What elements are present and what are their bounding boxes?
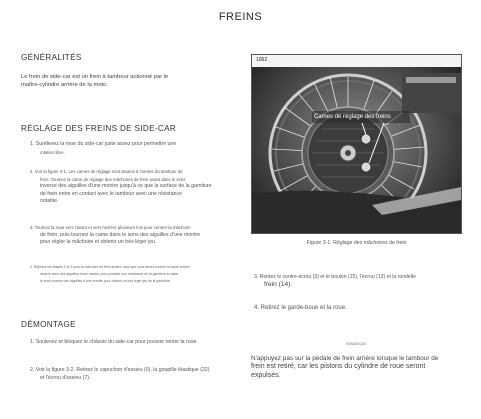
general-paragraph (21, 73, 168, 89)
step-line: dans le sens des aiguilles d'une montre pour produire une résistance de la garniture et dans (40, 272, 179, 276)
step-line: 2. Voir la figure 3-1. Les cames de réglage sont situées à l'arrière du tambour de (30, 169, 183, 174)
step-line: 1. Soulevez et bloquez le châssis du side-car pour pouvoir retirer la roue. (30, 339, 198, 345)
note-line: frein est retiré, car les pistons du cylindre de roue seront (251, 363, 426, 371)
step-line: le sens inverse des aiguilles d'une montre pour obtenir un très léger jeu de la garniture. (40, 279, 171, 283)
adjust-step-2 (30, 168, 212, 206)
step-line: 3. Retirez le contre-écrou (3) et le boulon (15), l'écrou (13) et la rondelle (254, 274, 416, 280)
note-line: expulsés. (251, 371, 281, 379)
step-line: 2. Voir la figure 3-2. Retirez le capuchon d'essieu (6), la goupille élastique (22) (30, 367, 210, 373)
right-step-4: 4. Retirez le garde-boue et la roue. (254, 305, 347, 311)
note-text (251, 355, 466, 380)
note-label: REMARQUE (346, 342, 367, 346)
right-step-3 (254, 273, 416, 289)
step-line: 1. Surélevez la roue du side-car juste assez pour permettre une (30, 141, 177, 147)
figure-caption: Figure 3-1. Réglage des mâchoires de frein (306, 240, 407, 246)
general-line: maître-cylindre arrière de la moto. (21, 82, 108, 89)
step-line: rotation libre. (40, 149, 65, 155)
step-line: frein (14). (264, 281, 293, 288)
general-line: Le frein de side-car est un frein à tambour actionné par le (21, 74, 169, 80)
step-line: de frein, puis tournez la came dans le sens des aiguilles d'une montre (40, 231, 201, 238)
section-heading-general: GÉNÉRALITÉS (21, 53, 82, 62)
step-line: 4. Répétez les étapes 2 et 3 pour la mâchoire de frein arrière, sauf que vous devez tourner la came arrière (30, 265, 190, 269)
step-line: inverse des aiguilles d'une montre jusqu'à ce que la surface de la garniture (40, 183, 212, 190)
figure-callout: Cames de réglage des freins (314, 114, 391, 120)
section-heading-adjust: RÉGLAGE DES FREINS DE SIDE-CAR (21, 124, 177, 133)
figure-photo (251, 54, 462, 234)
step-line: frein. Tournez la came de réglage des mâchoires de frein avant dans le sens (40, 176, 186, 182)
step-line: et l'écrou d'essieu (7). (40, 374, 91, 381)
brake-drum-photo (252, 55, 461, 233)
adjust-step-4 (30, 264, 190, 285)
dismount-step-1 (30, 339, 198, 347)
dismount-step-2 (30, 367, 209, 382)
step-line: pour régler la mâchoire et obtenir un très léger jeu. (40, 239, 157, 246)
figure-number: 1062 (256, 57, 268, 63)
note-line: N'appuyez pas sur la pédale de frein arrière lorsque le tambour de (251, 355, 439, 362)
page-title: FREINS (218, 11, 263, 23)
step-line: 3. Tournez la roue vers l'avant et vers l'arrière plusieurs fois pour centrer la mâchoire (30, 225, 191, 230)
adjust-step-1 (30, 141, 176, 156)
section-heading-dismount: DÉMONTAGE (21, 320, 76, 329)
step-line: de frein entre en contact avec le tambour avec une résistance (40, 190, 182, 197)
adjust-step-3 (30, 224, 200, 247)
step-line: notable. (40, 198, 59, 205)
